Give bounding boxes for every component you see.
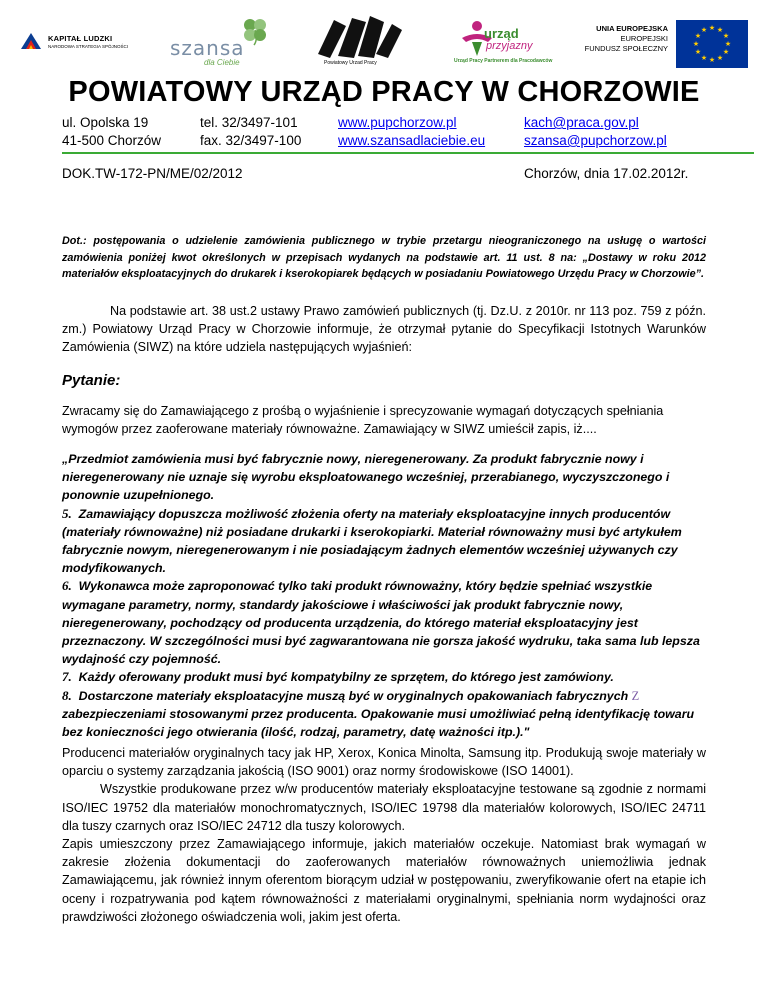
header-divider: [62, 152, 754, 154]
urzad-przyjazny-logo: [440, 16, 584, 68]
phone-number: tel. 32/3497-101: [200, 115, 298, 130]
item-text: Dostarczone materiały eksploatacyjne muszą być w oryginalnych opakowaniach fabrycznych: [78, 688, 629, 703]
phone-block: [200, 114, 301, 150]
document-reference: DOK.TW-172-PN/ME/02/2012: [62, 166, 243, 181]
przyjazny-word: przyjazny: [486, 40, 533, 52]
item-text: Każdy oferowany produkt musi być kompatybilny ze sprzętem, do którego jest zamówiony.: [78, 670, 614, 685]
svg-text:★: ★: [722, 32, 730, 40]
kapital-ludzki-icon: [18, 29, 44, 55]
quote-item-7: [62, 668, 716, 686]
eu-line1: UNIA EUROPEJSKA: [596, 24, 668, 33]
svg-text:★: ★: [694, 32, 702, 40]
svg-text:★: ★: [700, 26, 708, 34]
eu-flag-icon: [676, 20, 748, 68]
svg-text:★: ★: [692, 40, 700, 48]
quote-intro: „Przedmiot zamówienia musi być fabrycznie nowy, nieregenerowany. Za produkt fabrycznie nowy i nieregenerowany nie uznaje się wyrobu eksploatowanego wcześniej, przerabianego, wyczyszczonego i ponownie uzupełnionego.: [62, 452, 670, 503]
szansa-logo: [168, 16, 268, 68]
intro-paragraph: Na podstawie art. 38 ust.2 ustawy Prawo zamówień publicznych (tj. Dz.U. z 2010r. nr 113 poz. 759 z późn. zm.) Powiatowy Urząd Pracy w Chorzowie informuje, że otrzymał pytanie do Specyfikacji Istotnych Warunków Zamówienia (SIWZ) na które udziela następujących wyjaśnień:: [62, 304, 706, 354]
logo-bar: [0, 8, 768, 70]
website-link-pup[interactable]: www.pupchorzow.pl: [338, 115, 457, 130]
kapital-ludzki-logo: [18, 26, 136, 58]
address-city: 41-500 Chorzów: [62, 133, 162, 148]
item-number: 7.: [62, 669, 72, 685]
item-number: 5.: [62, 505, 72, 521]
siwz-quote: [62, 450, 716, 741]
kapital-ludzki-subtitle: NARODOWA STRATEGIA SPÓJNOŚCI: [48, 43, 129, 49]
pup-cards-icon: [312, 10, 404, 60]
svg-text:★: ★: [708, 24, 716, 32]
eu-line3: FUNDUSZ SPOŁECZNY: [584, 44, 668, 53]
urzad-slogan: Urząd Pracy Partnerem dla Pracodawców: [454, 58, 553, 64]
item-text-cont: zabezpieczeniami stosowanymi przez producenta. Opakowanie musi umożliwiać pełną identyfikację towaru bez konieczności jego otwierania (ilość, rodzaj, parametry, datę ważności itp.).": [62, 706, 695, 740]
svg-text:★: ★: [722, 48, 730, 56]
eu-text: [585, 24, 668, 54]
fax-number: fax. 32/3497-100: [200, 133, 302, 148]
subject-paragraph: Dot.: postępowania o udzielenie zamówienia publicznego w trybie przetargu nieograniczonego na usługę o wartości zamówienia poniżej kwot określonych w przepisach wydanych na podstawie art. 11 ust. 8 na: „Dostawy w roku 2012 materiałów eksploatacyjnych do drukarek i kserokopiarek będących w posiadaniu Powiatowego Urzędu Pracy w Chorzowie”.: [62, 235, 706, 280]
eu-line2: EUROPEJSKI: [620, 34, 668, 43]
body-paragraph-1: Producenci materiałów oryginalnych tacy jak HP, Xerox, Konica Minolta, Samsung itp. Produkują swoje materiały w oparciu o systemy zarządzania jakością (ISO 9001) oraz normy środowiskowe (ISO 14001).: [62, 746, 706, 779]
page-title: POWIATOWY URZĄD PRACY W CHORZOWIE: [68, 76, 700, 108]
quote-item-8: [62, 687, 716, 742]
website-link-szansa[interactable]: www.szansadlaciebie.eu: [338, 133, 486, 148]
kapital-ludzki-title: KAPITAŁ LUDZKI: [48, 34, 113, 43]
svg-text:★: ★: [716, 54, 724, 62]
document-date: Chorzów, dnia 17.02.2012r.: [524, 166, 689, 181]
address-block: [62, 114, 161, 150]
pup-caption: Powiatowy Urzad Pracy: [324, 60, 377, 66]
web-block: [338, 114, 485, 150]
szansa-word: szansa: [170, 36, 245, 60]
svg-text:★: ★: [700, 54, 708, 62]
svg-text:★: ★: [694, 48, 702, 56]
quote-item-6: [62, 577, 716, 668]
question-heading: Pytanie:: [62, 372, 121, 389]
address-street: ul. Opolska 19: [62, 115, 149, 130]
email-link-szansa[interactable]: szansa@pupchorzow.pl: [524, 133, 667, 148]
email-link-kach[interactable]: kach@praca.gov.pl: [524, 115, 639, 130]
answer-body: [62, 744, 706, 926]
eu-logo: [586, 20, 748, 68]
svg-text:★: ★: [708, 56, 716, 64]
quote-item-5: [62, 505, 716, 578]
item-number: 8.: [62, 687, 72, 703]
svg-text:★: ★: [724, 40, 732, 48]
body-paragraph-3: Zapis umieszczony przez Zamawiającego informuje, jakich materiałów oczekuje. Natomiast brak wymagań w zakresie złożenia dokumentacji do zaoferowanych materiałów równoważnych uniemożliwia jednak Zamawiającemu, jak również innym oferentom biorącym udział w postępowaniu, zweryfikowanie ofert na etapie ich oceny i rozpatrywania pod kątem równoważności z materiałami oryginalnymi, spełniania norm wydajności oraz prawdziwości złożonego oświadczenia woli, jakim jest oferta.: [62, 837, 706, 924]
email-block: [524, 114, 667, 150]
item-text: Wykonawca może zaproponować tylko taki produkt równoważny, który będzie spełniać wszystkie wymagane parametry, normy, standardy jakościowe i właściwości jak produkt fabrycznie nowy, nieregenerowany, pochodzący od producenta urządzenia, do którego materiał eksploatacyjny jest przeznaczony. W szczególności musi być zagwarantowana nie gorsza jakość wydruku, taka sama lub lepsza wydajność czy pojemność.: [62, 579, 700, 667]
item-number: 6.: [62, 578, 72, 594]
szansa-sub: dla Ciebie: [204, 58, 240, 67]
pup-logo: [312, 10, 404, 68]
urzad-word: urząd: [484, 26, 519, 41]
question-paragraph: Zwracamy się do Zamawiającego z prośbą o wyjaśnienie i sprecyzowanie wymagań dotyczących spełniania wymogów przez zaoferowane materiały równoważne. Zamawiający w SIWZ umieścił zapis, iż....: [62, 404, 664, 436]
item-text-letter: Z: [631, 688, 640, 703]
svg-text:★: ★: [716, 26, 724, 34]
item-text: Zamawiający dopuszcza możliwość złożenia oferty na materiały eksploatacyjne innych producentów (materiały równoważne) niż posiadane drukarki i kserokopiarki. Materiał równoważny musi być artykułem fabrycznie nowym, nieregenerowanym i nie posiadającym żadnych elementów wcześniej używanych czy modyfikowanych.: [62, 506, 682, 576]
body-paragraph-2: Wszystkie produkowane przez w/w producentów materiały eksploatacyjne testowane są zgodnie z normami ISO/IEC 19752 dla materiałów monochromatycznych, ISO/IEC 19798 dla materiałów kolorowych, ISO/IEC 24711 dla tuszy czarnych oraz ISO/IEC 24712 dla tuszy kolorowych.: [62, 782, 706, 833]
